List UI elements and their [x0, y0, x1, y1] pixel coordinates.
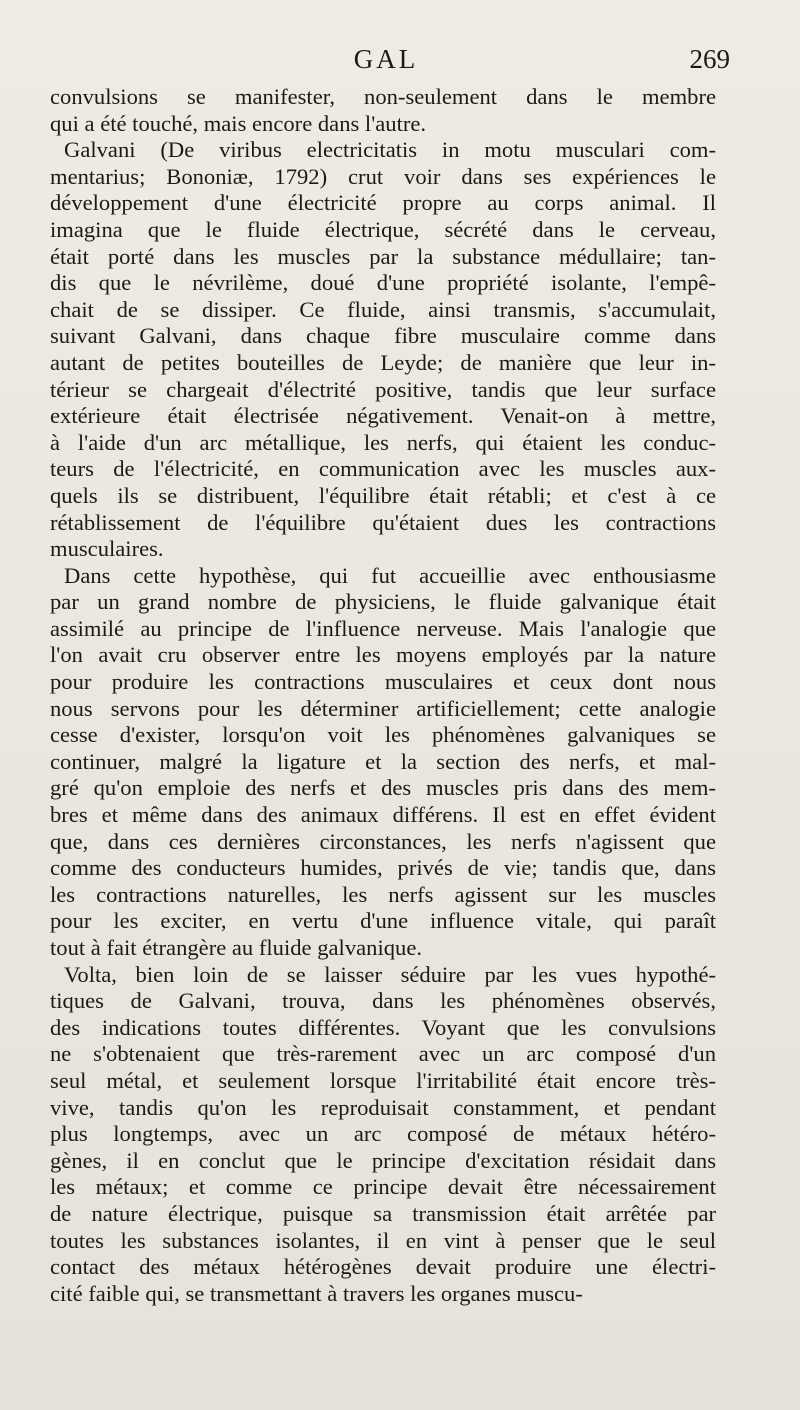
text-line: Volta, bien loin de se laisser séduire par les vues hypothé-: [64, 961, 716, 987]
text-line: les contractions naturelles, les nerfs agissent sur les muscles: [50, 881, 716, 907]
text-line: qui a été touché, mais encore dans l'autre.: [50, 110, 427, 136]
text-line: était porté dans les muscles par la substance médullaire; tan-: [50, 243, 716, 269]
text-line: de nature électrique, puisque sa transmission était arrêtée par: [50, 1200, 716, 1226]
text-line: mentarius; Bononiæ, 1792) crut voir dans ses expériences le: [50, 163, 716, 189]
text-line: vive, tandis qu'on les reproduisait constamment, et pendant: [50, 1094, 716, 1120]
text-line: que, dans ces dernières circonstances, les nerfs n'agissent que: [50, 828, 716, 854]
body-text: [50, 84, 716, 1307]
text-line: les métaux; et comme ce principe devait être nécessairement: [50, 1174, 716, 1200]
text-line: tiques de Galvani, trouva, dans les phénomènes observés,: [50, 988, 716, 1014]
paragraph: [50, 137, 716, 563]
text-line: par un grand nombre de physiciens, le fluide galvanique était: [50, 589, 716, 615]
text-line: assimilé au principe de l'influence nerveuse. Mais l'analogie que: [50, 615, 716, 641]
text-line: gènes, il en conclut que le principe d'excitation résidait dans: [50, 1147, 716, 1173]
text-line: cité faible qui, se transmettant à travers les organes muscu-: [50, 1280, 583, 1306]
text-line: térieur se chargeait d'électrité positive, tandis que leur surface: [50, 376, 716, 402]
running-header: [42, 44, 730, 84]
text-line: teurs de l'électricité, en communication avec les muscles aux-: [50, 456, 716, 482]
paragraph: [50, 84, 716, 137]
text-line: convulsions se manifester, non-seulement dans le membre: [50, 84, 716, 109]
text-line: toutes les substances isolantes, il en vint à penser que le seul: [50, 1227, 716, 1253]
text-line: seul métal, et seulement lorsque l'irritabilité était encore très-: [50, 1067, 716, 1093]
text-line: continuer, malgré la ligature et la section des nerfs, et mal-: [50, 748, 716, 774]
text-line: bres et même dans des animaux différens. Il est en effet évident: [50, 802, 716, 828]
text-line: pour produire les contractions musculaires et ceux dont nous: [50, 669, 716, 695]
paragraph: [50, 563, 716, 962]
text-line: extérieure était électrisée négativement. Venait-on à mettre,: [50, 403, 716, 429]
page-number: 269: [689, 44, 730, 74]
text-line: développement d'une électricité propre au corps animal. Il: [50, 190, 716, 216]
text-line: Galvani (De viribus electricitatis in motu musculari com-: [64, 137, 716, 163]
text-line: plus longtemps, avec un arc composé de métaux hétéro-: [50, 1121, 716, 1147]
text-line: autant de petites bouteilles de Leyde; de manière que leur in-: [50, 349, 716, 375]
text-line: quels ils se distribuent, l'équilibre était rétabli; et c'est à ce: [50, 482, 716, 508]
text-line: rétablissement de l'équilibre qu'étaient dues les contractions: [50, 509, 716, 535]
text-line: pour les exciter, en vertu d'une influence vitale, qui paraît: [50, 908, 716, 934]
running-head-title: GAL: [353, 44, 419, 74]
text-line: l'on avait cru observer entre les moyens employés par la nature: [50, 642, 716, 668]
text-line: dis que le névrilème, doué d'une propriété isolante, l'empê-: [50, 270, 716, 296]
text-line: gré qu'on emploie des nerfs et des muscles pris dans des mem-: [50, 775, 716, 801]
text-line: des indications toutes différentes. Voyant que les convulsions: [50, 1014, 716, 1040]
text-line: nous servons pour les déterminer artificiellement; cette analogie: [50, 695, 716, 721]
text-line: Dans cette hypothèse, qui fut accueillie avec enthousiasme: [64, 562, 716, 588]
text-line: comme des conducteurs humides, privés de vie; tandis que, dans: [50, 855, 716, 881]
text-line: cesse d'exister, lorsqu'on voit les phénomènes galvaniques se: [50, 722, 716, 748]
text-line: ne s'obtenaient que très-rarement avec un arc composé d'un: [50, 1041, 716, 1067]
text-line: tout à fait étrangère au fluide galvanique.: [50, 935, 423, 960]
text-line: contact des métaux hétérogènes devait produire une électri-: [50, 1254, 716, 1280]
text-line: à l'aide d'un arc métallique, les nerfs, qui étaient les conduc-: [50, 429, 716, 455]
paragraph: [50, 962, 716, 1308]
text-line: musculaires.: [50, 536, 164, 562]
text-line: imagina que le fluide électrique, sécrété dans le cerveau,: [50, 216, 716, 242]
text-line: chait de se dissiper. Ce fluide, ainsi transmis, s'accumulait,: [50, 296, 716, 322]
text-line: suivant Galvani, dans chaque fibre musculaire comme dans: [50, 323, 716, 349]
